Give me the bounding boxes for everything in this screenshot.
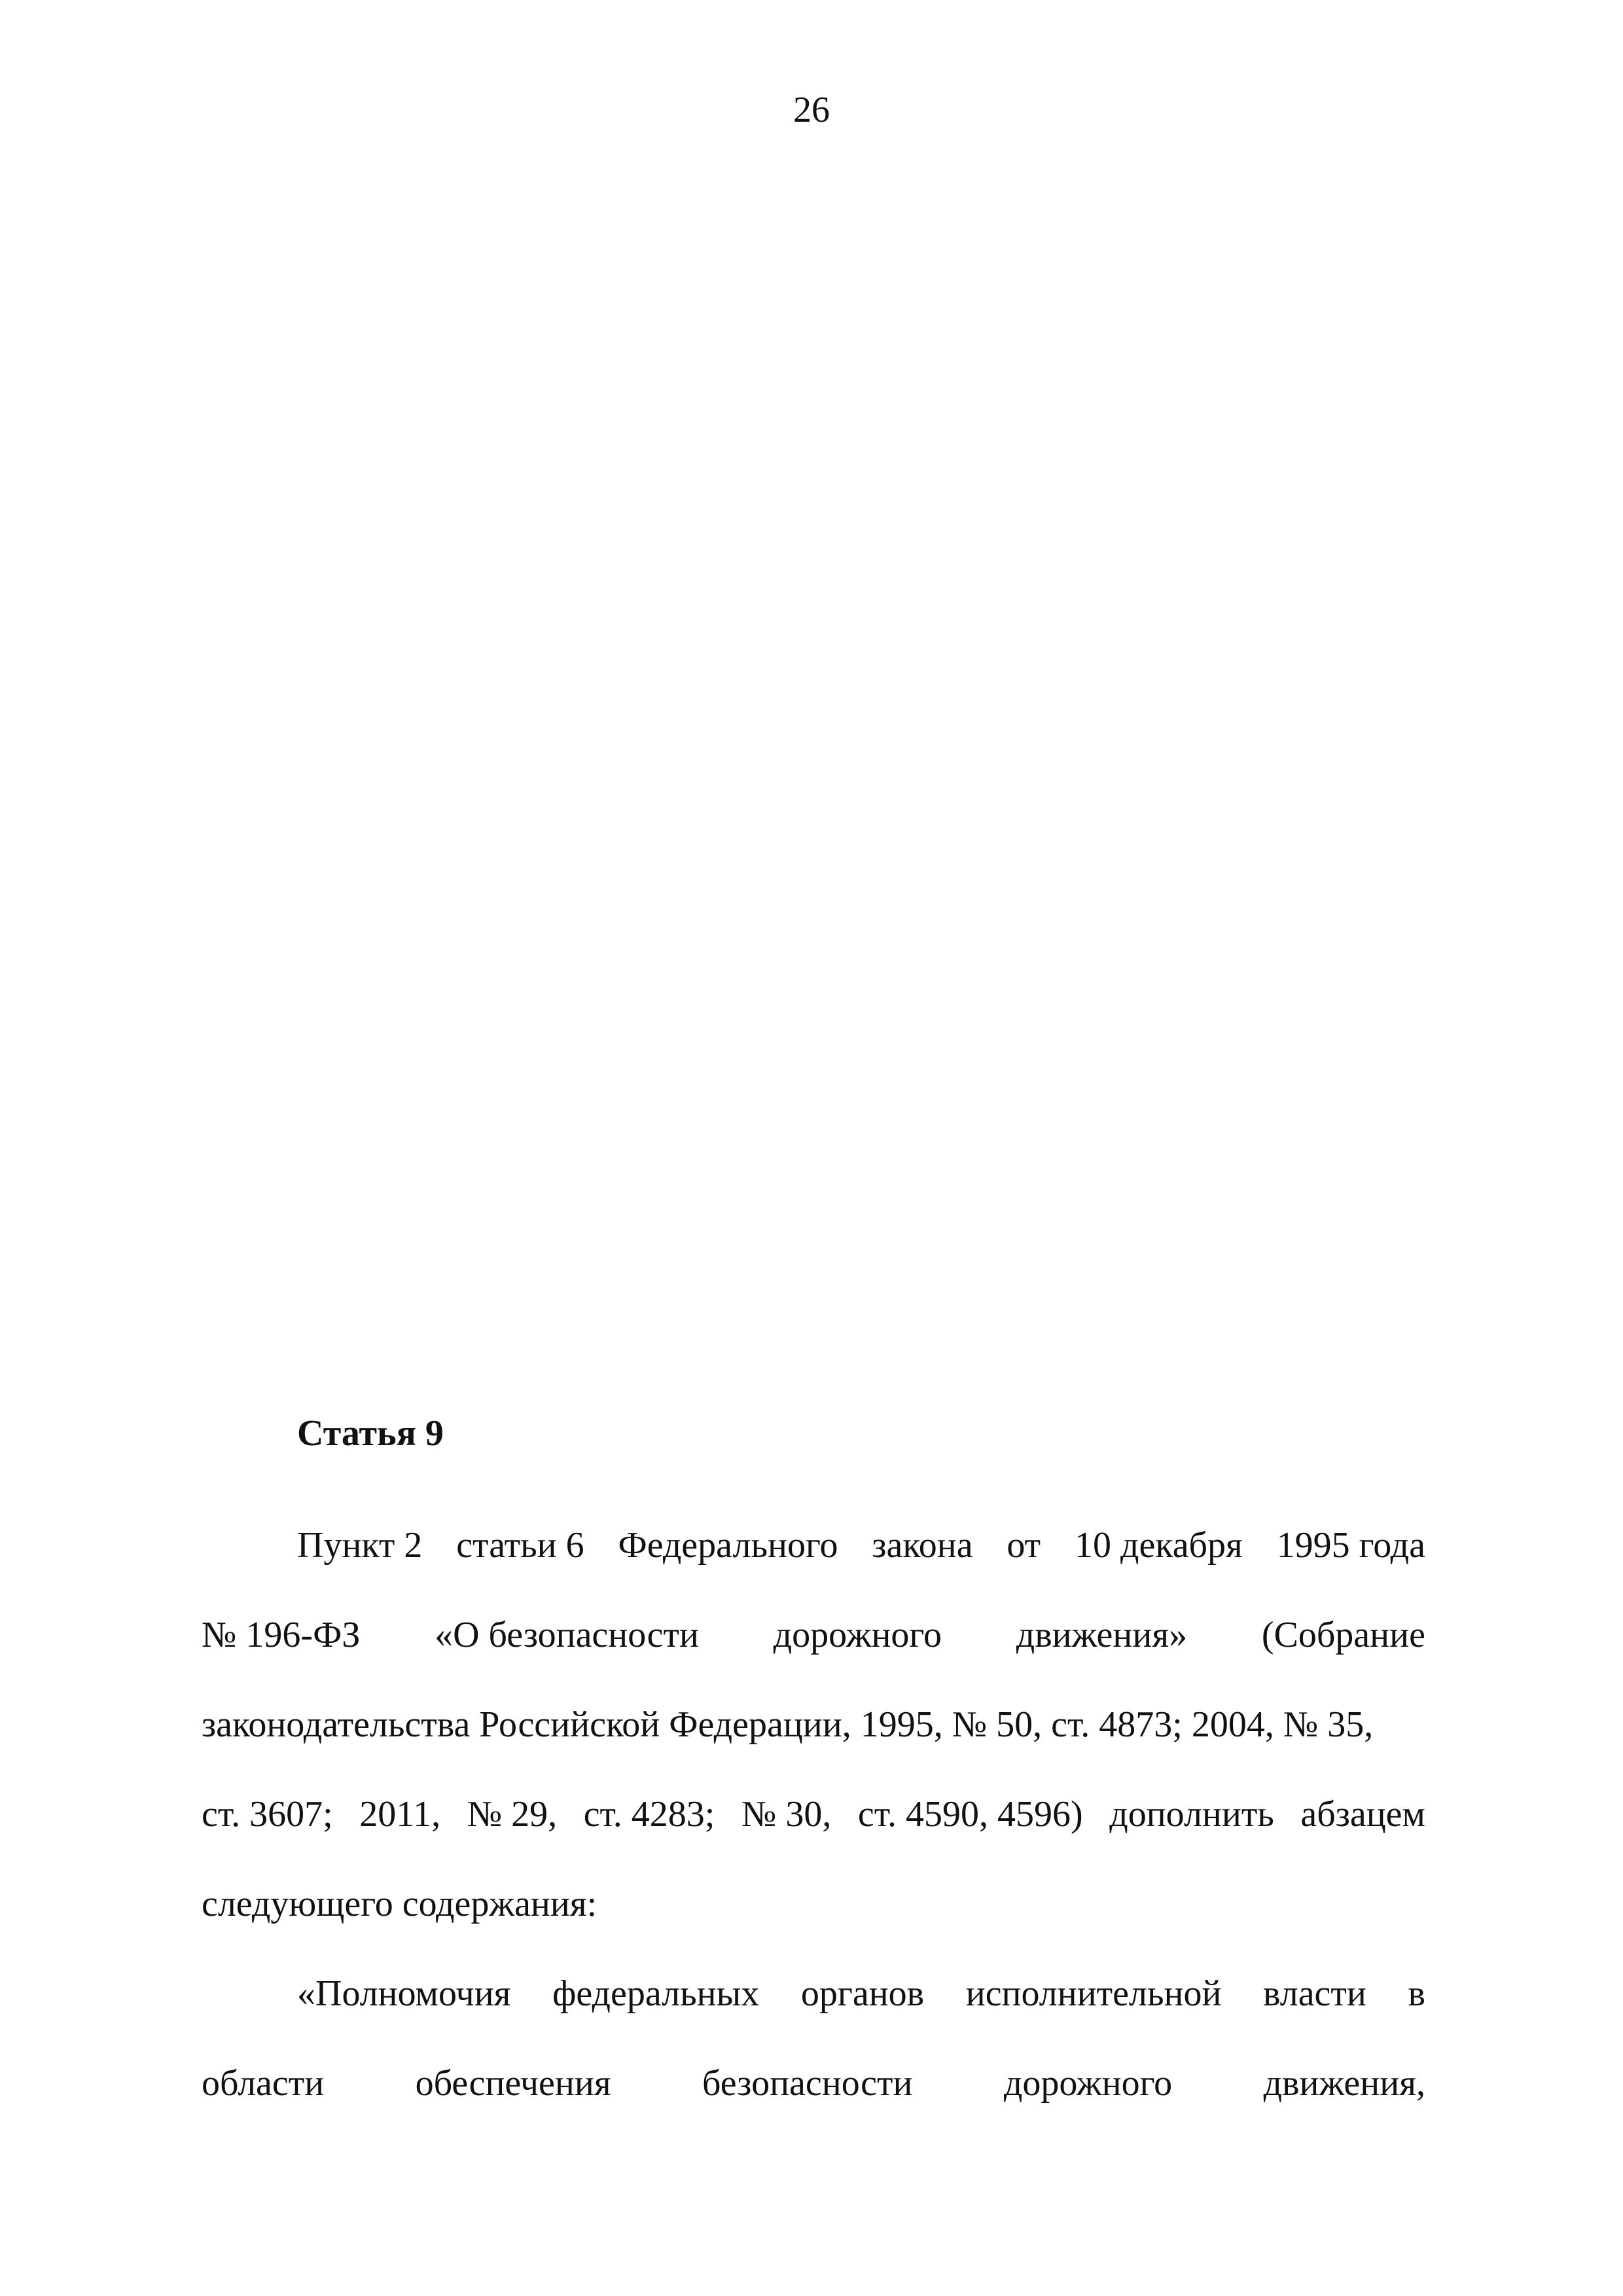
text-word: движения» [1016, 1615, 1188, 1655]
text-word: 10 декабря [1074, 1525, 1243, 1566]
article-9 [202, 1410, 1425, 2128]
text-word: № 30, [741, 1794, 832, 1835]
paragraph-line [202, 1680, 1425, 1770]
text-word: безопасности [702, 2063, 913, 2104]
text-word: Федерального [618, 1525, 838, 1566]
paragraph-line [202, 1949, 1425, 2039]
article-paragraph-1 [202, 1501, 1425, 1949]
text-word: от [1007, 1525, 1041, 1566]
text-word: статьи 6 [456, 1525, 584, 1566]
text-word: ст. 4283; [583, 1794, 715, 1835]
text-word: 1995 года [1276, 1525, 1425, 1566]
text-word: «О безопасности [435, 1615, 699, 1655]
paragraph-line [202, 1590, 1425, 1680]
text-word: № 196-ФЗ [202, 1615, 361, 1655]
text-word: «Полномочия [297, 1973, 511, 2014]
paragraph-line [202, 1859, 1425, 1949]
page-number: 26 [793, 90, 830, 130]
text-word: 2011, [359, 1794, 441, 1835]
text-word: № 29, [467, 1794, 558, 1835]
text-word: закона [872, 1525, 973, 1566]
article-paragraph-2 [202, 1949, 1425, 2128]
paragraph-line [202, 1501, 1425, 1590]
text-word: ст. 4590, 4596) [857, 1794, 1083, 1835]
text-word: власти [1263, 1973, 1366, 2014]
text-line: следующего содержания: [202, 1884, 597, 1924]
text-word: дорожного [773, 1615, 942, 1655]
text-word: ст. 3607; [202, 1794, 333, 1835]
text-line: законодательства Российской Федерации, 1995, № 50, ст. 4873; 2004, № 35, [202, 1704, 1374, 1745]
text-word: абзацем [1300, 1794, 1425, 1835]
text-word: органов [800, 1973, 925, 2014]
text-word: дорожного [1003, 2063, 1173, 2104]
text-word: исполнительной [965, 1973, 1222, 2014]
paragraph-line [202, 2039, 1425, 2128]
text-word: обеспечения [415, 2063, 611, 2104]
article-title: Статья 9 [297, 1413, 444, 1454]
text-word: федеральных [552, 1973, 760, 2014]
text-word: Пункт 2 [297, 1525, 423, 1566]
text-word: области [202, 2063, 325, 2104]
paragraph-line [202, 1770, 1425, 1859]
text-word: дополнить [1109, 1794, 1274, 1835]
text-word: движения, [1263, 2063, 1425, 2104]
text-word: в [1408, 1973, 1425, 2014]
text-word: (Собрание [1261, 1615, 1425, 1655]
